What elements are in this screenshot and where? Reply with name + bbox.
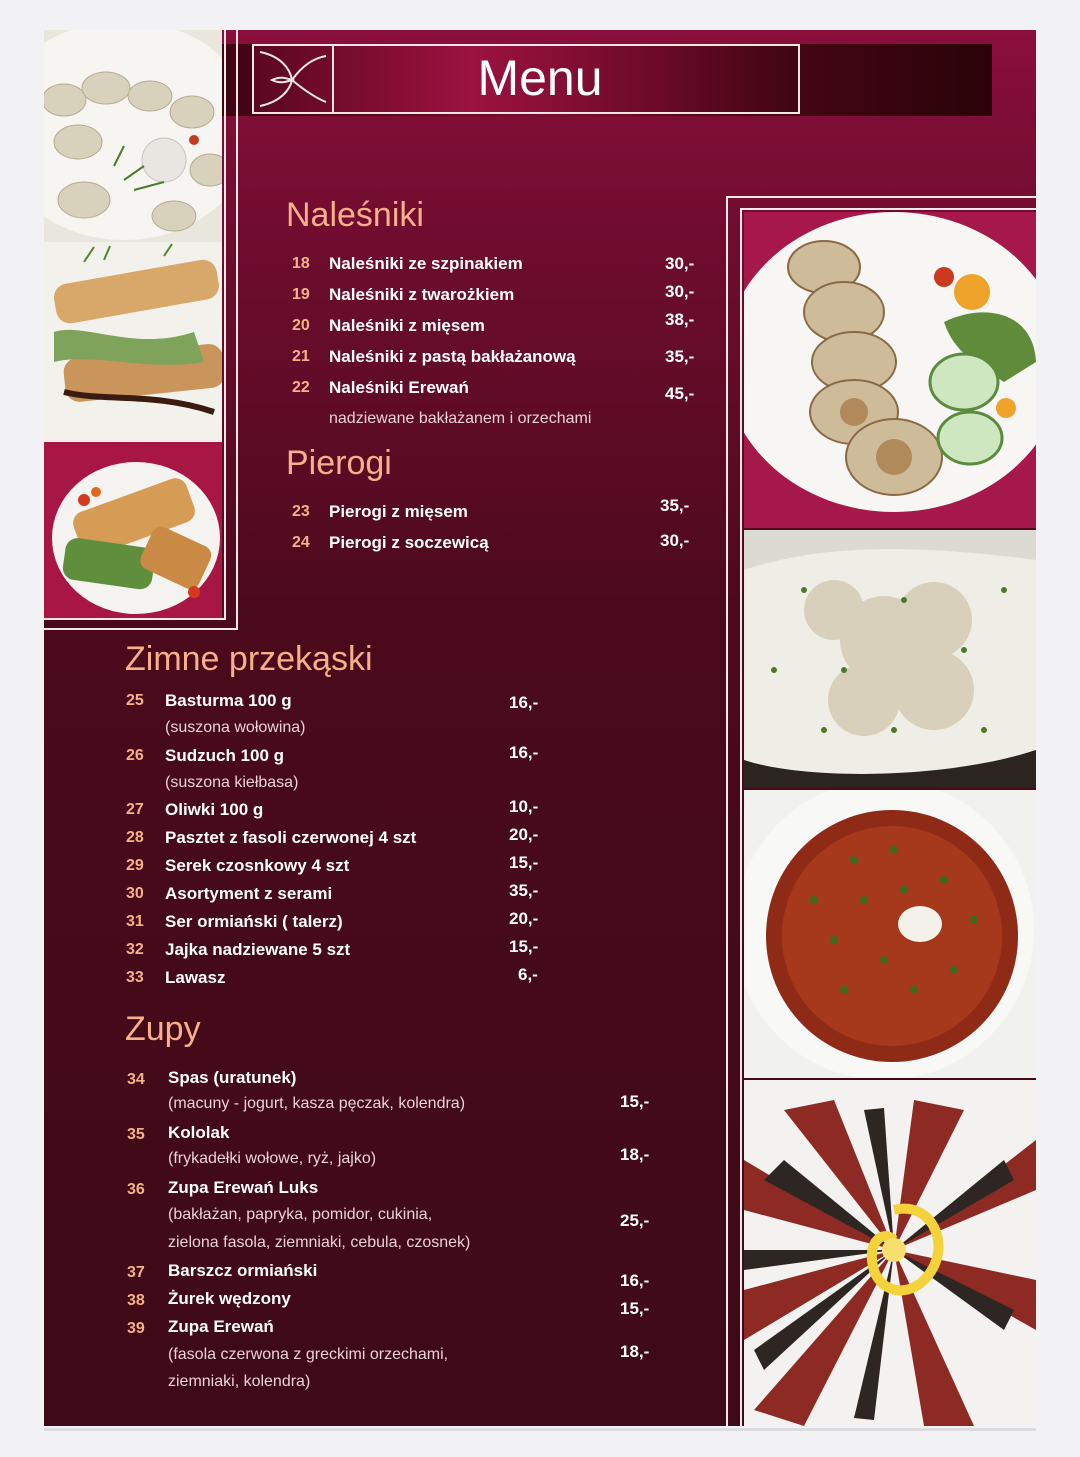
list-item [127, 1065, 667, 1091]
item-price: 16,- [509, 693, 539, 712]
item-number: 25 [126, 692, 144, 709]
item-number: 33 [126, 969, 144, 986]
list-item [292, 251, 702, 277]
item-price: 10,- [509, 797, 539, 816]
item-name: Spas (uratunek) [168, 1068, 297, 1087]
list-item [126, 881, 546, 907]
frame-line [740, 208, 742, 1426]
item-price: 15,- [620, 1092, 650, 1111]
list-item [126, 825, 546, 851]
item-price: 16,- [620, 1271, 650, 1290]
yogurt-soup-photo [744, 530, 1036, 788]
item-name: Basturma 100 g [165, 691, 292, 710]
item-number: 20 [292, 317, 310, 334]
item-name: Zupa Erewań Luks [168, 1178, 319, 1197]
item-name: Lawasz [165, 968, 226, 987]
item-name: Pierogi z soczewicą [329, 533, 489, 552]
frame-line [44, 618, 226, 620]
item-name: Barszcz ormiański [168, 1261, 318, 1280]
item-price: 30,- [665, 254, 695, 273]
section-title-zupy: Zupy [125, 1010, 201, 1048]
list-item [126, 909, 546, 935]
item-description: zielona fasola, ziemniaki, cebula, czosnek) [168, 1234, 471, 1251]
item-number: 39 [127, 1320, 145, 1337]
item-name: Sudzuch 100 g [165, 746, 285, 765]
list-item [292, 310, 702, 339]
leaf-logo-icon [254, 46, 332, 112]
item-number: 26 [126, 747, 144, 764]
basturma-plate-photo [744, 1080, 1036, 1426]
item-price: 45,- [665, 384, 695, 403]
item-number: 28 [126, 829, 144, 846]
item-number: 38 [127, 1292, 145, 1309]
fried-pierogi-photo [744, 212, 1036, 528]
item-name: Kololak [168, 1123, 230, 1142]
list-item [126, 797, 546, 823]
item-description: (frykadełki wołowe, ryż, jajko) [168, 1150, 377, 1167]
item-number: 18 [292, 255, 310, 272]
logo [252, 44, 334, 114]
borscht-photo [744, 790, 1036, 1078]
section-title-pierogi: Pierogi [286, 444, 392, 482]
list-item [126, 965, 546, 991]
item-number: 34 [127, 1071, 145, 1088]
dumplings-plate-photo [44, 30, 222, 242]
item-price: 35,- [665, 347, 695, 366]
list-item [292, 282, 702, 308]
item-name: Oliwki 100 g [165, 800, 264, 819]
item-number: 27 [126, 801, 144, 818]
list-item [126, 743, 546, 769]
item-name: Jajka nadziewane 5 szt [165, 940, 351, 959]
frame-line [224, 30, 226, 618]
list-item [127, 1120, 667, 1146]
frame-line [726, 196, 1036, 198]
item-price: 15,- [509, 853, 539, 872]
list-item [292, 530, 702, 556]
item-price: 35,- [660, 496, 690, 515]
item-number: 32 [126, 941, 144, 958]
item-description: (suszona kiełbasa) [165, 774, 299, 791]
list-item [127, 1286, 667, 1312]
item-number: 36 [127, 1181, 145, 1198]
item-name: Serek czosnkowy 4 szt [165, 856, 350, 875]
item-name: Zupa Erewań [168, 1317, 274, 1336]
item-description: ziemniaki, kolendra) [168, 1373, 311, 1390]
stuffed-pancakes-photo [44, 442, 222, 618]
pancake-rolls-photo [44, 242, 222, 442]
item-number: 24 [292, 534, 310, 551]
item-number: 35 [127, 1126, 145, 1143]
item-name: Żurek wędzony [168, 1289, 291, 1308]
list-item [127, 1314, 667, 1340]
item-price: 38,- [665, 310, 695, 329]
list-item [292, 496, 702, 525]
item-price: 6,- [518, 965, 538, 984]
item-number: 21 [292, 348, 310, 365]
frame-line [740, 208, 1036, 210]
item-number: 19 [292, 286, 310, 303]
item-name: Pierogi z mięsem [329, 502, 468, 521]
item-number: 30 [126, 885, 144, 902]
item-price: 18,- [620, 1145, 650, 1164]
item-number: 23 [292, 503, 310, 520]
item-description: (bakłażan, papryka, pomidor, cukinia, [168, 1206, 433, 1223]
item-name: Pasztet z fasoli czerwonej 4 szt [165, 828, 417, 847]
page-bottom-edge [44, 1428, 1036, 1431]
item-price: 30,- [660, 531, 690, 550]
item-description: (macuny - jogurt, kasza pęczak, kolendra) [168, 1095, 466, 1112]
item-description: nadziewane bakłażanem i orzechami [329, 410, 592, 427]
item-price: 35,- [509, 881, 539, 900]
section-title-nalesniki: Naleśniki [286, 196, 424, 234]
item-number: 37 [127, 1264, 145, 1281]
list-item [126, 688, 546, 714]
item-name: Naleśniki z twarożkiem [329, 285, 515, 304]
list-item [126, 937, 546, 963]
item-name: Asortyment z serami [165, 884, 333, 903]
item-name: Naleśniki z pastą bakłażanową [329, 347, 576, 366]
item-description: (suszona wołowina) [165, 719, 306, 736]
item-price: 15,- [620, 1299, 650, 1318]
list-item [126, 853, 546, 879]
frame-line [44, 628, 238, 630]
item-price: 30,- [665, 282, 695, 301]
list-item [127, 1175, 667, 1201]
item-price: 15,- [509, 937, 539, 956]
frame-line [726, 196, 728, 1426]
page-title: Menu [477, 50, 603, 106]
item-name: Naleśniki z mięsem [329, 316, 485, 335]
section-title-zimne-przekaski: Zimne przekąski [125, 640, 373, 678]
item-price: 16,- [509, 743, 539, 762]
item-price: 20,- [509, 825, 539, 844]
item-name: Ser ormiański ( talerz) [165, 912, 343, 931]
item-price: 20,- [509, 909, 539, 928]
item-number: 29 [126, 857, 144, 874]
list-item [127, 1258, 667, 1284]
frame-line [236, 30, 238, 630]
list-item [292, 344, 702, 370]
list-item [292, 375, 702, 401]
item-number: 31 [126, 913, 144, 930]
item-name: Naleśniki Erewań [329, 378, 469, 397]
item-name: Naleśniki ze szpinakiem [329, 254, 523, 273]
item-number: 22 [292, 379, 310, 396]
item-description: (fasola czerwona z greckimi orzechami, [168, 1346, 449, 1363]
item-price: 18,- [620, 1342, 650, 1361]
item-price: 25,- [620, 1211, 650, 1230]
